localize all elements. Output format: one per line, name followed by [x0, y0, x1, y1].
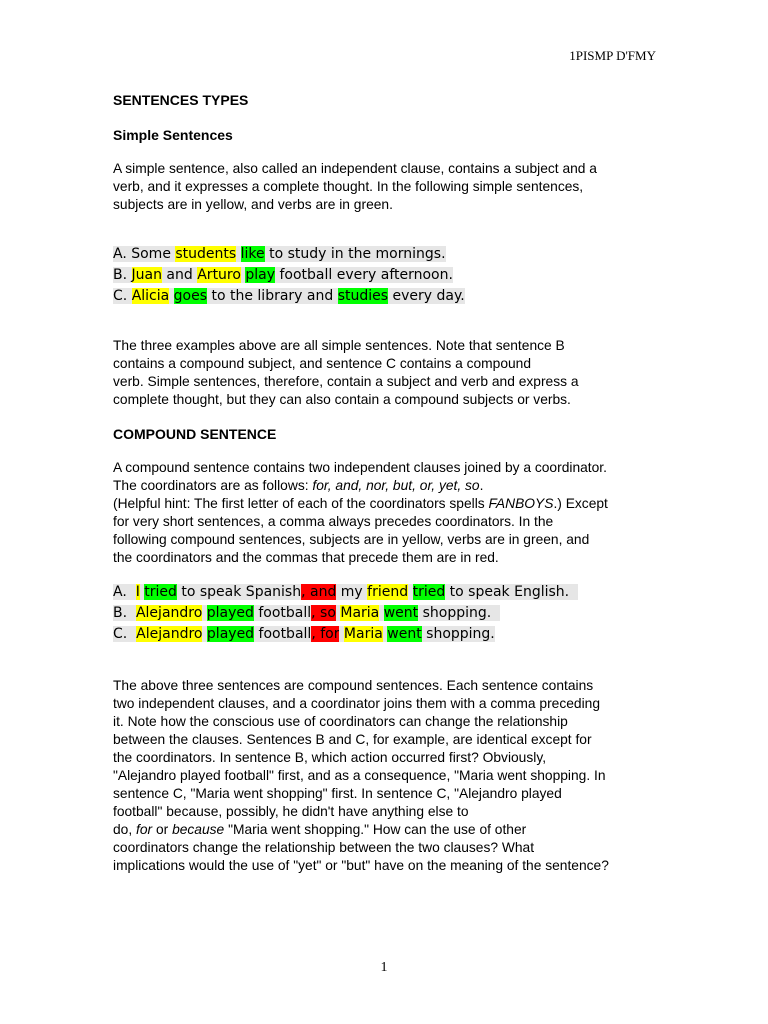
subject-highlight: Maria [343, 626, 383, 642]
compound-notes-line: the coordinators. In sentence B, which action occurred first? Obviously, [113, 750, 547, 765]
compound-example-a [113, 582, 658, 603]
compound-example-b [113, 603, 658, 624]
subject-highlight: friend [367, 584, 409, 600]
example-text: C. [113, 288, 132, 304]
intro-text: . [479, 478, 484, 493]
example-text: shopping. [421, 626, 495, 642]
simple-intro-line: subjects are in yellow, and verbs are in green. [113, 197, 393, 212]
verb-highlight: went [387, 626, 422, 642]
notes-italic: for [136, 822, 153, 837]
example-text: my [336, 584, 368, 600]
example-text: A. [113, 584, 136, 600]
compound-notes-line [113, 821, 658, 839]
example-text: to speak English. [445, 584, 579, 600]
document-content [113, 92, 658, 875]
verb-highlight: goes [173, 288, 208, 304]
intro-text: .) Except [553, 496, 608, 511]
verb-highlight: went [383, 605, 419, 621]
compound-intro-line: following compound sentences, subjects are in yellow, verbs are in green, and [113, 532, 590, 547]
page-title: SENTENCES TYPES [113, 92, 249, 108]
subject-highlight: Alicia [131, 288, 170, 304]
example-text: shopping. [418, 605, 501, 621]
intro-text: (Helpful hint: The first letter of each of the coordinators spells [113, 496, 489, 511]
example-text [169, 288, 173, 304]
page-number: 1 [380, 960, 388, 975]
compound-notes-line: sentence C, "Maria went shopping" first. In sentence C, "Alejandro played [113, 786, 562, 801]
simple-notes-line: The three examples above are all simple sentences. Note that sentence B [113, 338, 565, 353]
subject-highlight: Juan [131, 267, 162, 283]
subject-highlight: Arturo [197, 267, 241, 283]
simple-example-c [113, 286, 658, 307]
example-text: every day. [388, 288, 465, 304]
example-text [408, 584, 412, 600]
example-text: to speak Spanish [176, 584, 302, 600]
subject-highlight: students [175, 246, 237, 262]
simple-sentences-heading: Simple Sentences [113, 127, 233, 143]
compound-notes-line: between the clauses. Sentences B and C, for example, are identical except for [113, 732, 592, 747]
compound-notes-line: it. Note how the conscious use of coordinators can change the relationship [113, 714, 568, 729]
compound-notes-line: coordinators change the relationship between the two clauses? What [113, 840, 535, 855]
subject-highlight: Alejandro [136, 626, 203, 642]
example-text: A. Some [113, 246, 176, 262]
simple-notes-line: verb. Simple sentences, therefore, contain a subject and verb and express a [113, 374, 579, 389]
simple-intro-line: A simple sentence, also called an independent clause, contains a subject and a [113, 161, 597, 176]
example-text: and [161, 267, 198, 283]
compound-notes-line: implications would the use of "yet" or "but" have on the meaning of the sentence? [113, 858, 609, 873]
example-text: C. [113, 626, 137, 642]
verb-highlight: studies [337, 288, 389, 304]
notes-text: or [152, 822, 173, 837]
simple-intro-line: verb, and it expresses a complete thought. In the following simple sentences, [113, 179, 584, 194]
example-text [236, 246, 240, 262]
compound-intro-line [113, 495, 658, 513]
compound-notes-line: The above three sentences are compound sentences. Each sentence contains [113, 678, 594, 693]
compound-notes-line: two independent clauses, and a coordinator joins them with a comma preceding [113, 696, 601, 711]
verb-highlight: play [245, 267, 276, 283]
coordinator-highlight: , so [311, 605, 336, 621]
compound-intro [113, 459, 658, 567]
simple-intro [113, 160, 658, 214]
compound-notes [113, 677, 658, 875]
compound-examples [113, 582, 658, 645]
compound-intro-line [113, 477, 658, 495]
subject-highlight: Maria [340, 605, 380, 621]
verb-highlight: tried [412, 584, 446, 600]
example-text: B. [113, 605, 136, 621]
header-code: 1PISMP D'FMY [569, 48, 656, 63]
verb-highlight: tried [144, 584, 177, 600]
example-text: to study in the mornings. [264, 246, 446, 262]
simple-example-a [113, 244, 658, 265]
intro-text: The coordinators are as follows: [113, 478, 313, 493]
example-text: football [254, 626, 312, 642]
example-text: football every afternoon. [275, 267, 453, 283]
notes-text: "Maria went shopping." How can the use of other [224, 822, 527, 837]
compound-notes-line: football" because, possibly, he didn't have anything else to [113, 804, 469, 819]
compound-sentence-heading: COMPOUND SENTENCE [113, 426, 277, 442]
verb-highlight: played [206, 605, 254, 621]
subject-highlight: Alejandro [135, 605, 203, 621]
compound-notes-line: "Alejandro played football" first, and as a consequence, "Maria went shopping. In [113, 768, 606, 783]
compound-intro-line: for very short sentences, a comma always precedes coordinators. In the [113, 514, 554, 529]
example-text: B. [113, 267, 132, 283]
subject-highlight: I [135, 584, 140, 600]
simple-notes-line: contains a compound subject, and sentence C contains a compound [113, 356, 532, 371]
coordinator-highlight: , and [301, 584, 337, 600]
compound-example-c [113, 624, 658, 645]
coordinator-list: for, and, nor, but, or, yet, so [312, 478, 480, 493]
compound-intro-line: A compound sentence contains two independent clauses joined by a coordinator. [113, 460, 607, 475]
simple-notes [113, 337, 658, 409]
example-text: to the library and [207, 288, 338, 304]
verb-highlight: played [206, 626, 255, 642]
compound-intro-line: the coordinators and the commas that precede them are in red. [113, 550, 499, 565]
simple-example-b [113, 265, 658, 286]
verb-highlight: like [240, 246, 265, 262]
example-text: football [253, 605, 312, 621]
coordinator-highlight: , for [311, 626, 340, 642]
fanboys-term: FANBOYS [488, 496, 554, 511]
notes-italic: because [172, 822, 225, 837]
notes-text: do, [113, 822, 137, 837]
simple-notes-line: complete thought, but they can also contain a compound subjects or verbs. [113, 392, 571, 407]
simple-examples [113, 244, 658, 307]
